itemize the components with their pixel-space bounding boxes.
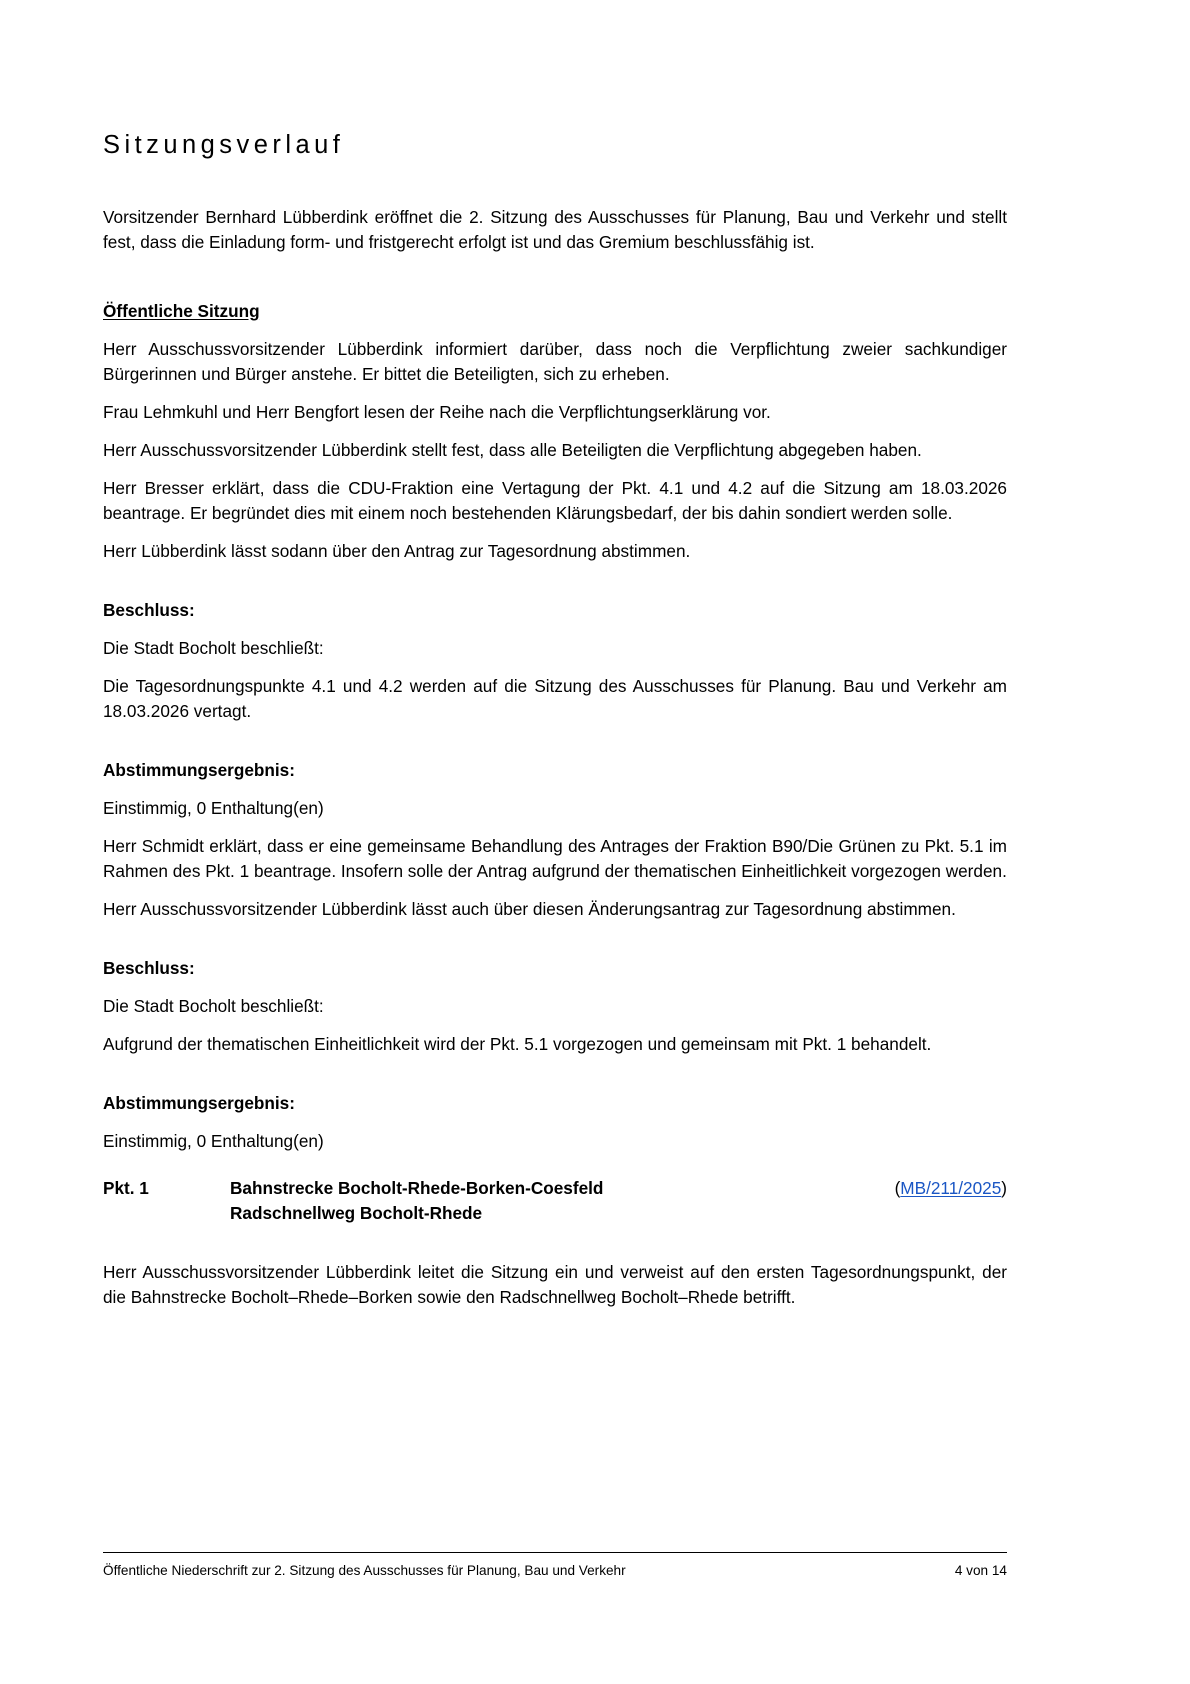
- intro-paragraph: Vorsitzender Bernhard Lübberdink eröffnet die 2. Sitzung des Ausschusses für Planung, Bau und Verkehr und stellt fest, dass die Einladung form- und fristgerecht erfolgt ist und das Gremium beschlussfähig ist.: [103, 206, 1007, 252]
- decision-1-heading: Beschluss:: [103, 599, 195, 620]
- page-footer: [103, 1552, 1007, 1580]
- public-session-paragraph-4: Herr Bresser erklärt, dass die CDU-Fraktion eine Vertagung der Pkt. 4.1 und 4.2 auf die Sitzung am 18.03.2026 beantrage. Er begründet dies mit einem noch bestehenden Klärungsbedarf, der bis dahin sondiert werden solle.: [103, 477, 1007, 523]
- vote-1-heading: Abstimmungsergebnis:: [103, 759, 295, 780]
- decision-1-body: Die Tagesordnungspunkte 4.1 und 4.2 werden auf die Sitzung des Ausschusses für Planung. Bau und Verkehr am 18.03.2026 vertagt.: [103, 675, 1007, 721]
- agenda-reference-link[interactable]: MB/211/2025: [900, 1177, 1002, 1198]
- agenda-item-number: Pkt. 1: [103, 1177, 149, 1198]
- decision-2-body: Aufgrund der thematischen Einheitlichkeit wird der Pkt. 5.1 vorgezogen und gemeinsam mit Pkt. 1 behandelt.: [103, 1033, 932, 1054]
- agenda-item-body: Herr Ausschussvorsitzender Lübberdink leitet die Sitzung ein und verweist auf den ersten Tagesordnungspunkt, der die Bahnstrecke Bocholt–Rhede–Borken sowie den Radschnellweg Bocholt–Rhede betrifft.: [103, 1261, 1007, 1307]
- vote-1-followup-2: Herr Ausschussvorsitzender Lübberdink lässt auch über diesen Änderungsantrag zur Tagesordnung abstimmen.: [103, 898, 956, 919]
- public-session-heading: Öffentliche Sitzung: [103, 300, 260, 321]
- public-session-paragraph-3: Herr Ausschussvorsitzender Lübberdink stellt fest, dass alle Beteiligten die Verpflichtung abgegeben haben.: [103, 439, 922, 460]
- page-title: Sitzungsverlauf: [103, 131, 345, 159]
- decision-1-intro: Die Stadt Bocholt beschließt:: [103, 637, 324, 658]
- footer-row: [103, 1562, 1007, 1580]
- vote-1-result: Einstimmig, 0 Enthaltung(en): [103, 797, 324, 818]
- footer-document-title: Öffentliche Niederschrift zur 2. Sitzung des Ausschusses für Planung, Bau und Verkehr: [103, 1562, 626, 1578]
- agenda-item-title: [230, 1176, 895, 1226]
- decision-2-intro: Die Stadt Bocholt beschließt:: [103, 995, 324, 1016]
- vote-2-result: Einstimmig, 0 Enthaltung(en): [103, 1130, 324, 1151]
- agenda-item-title-line-2: Radschnellweg Bocholt-Rhede: [230, 1202, 483, 1223]
- public-session-paragraph-2: Frau Lehmkuhl und Herr Bengfort lesen der Reihe nach die Verpflichtungserklärung vor.: [103, 401, 771, 422]
- page-content: [103, 0, 1007, 1310]
- reference-close-paren: ): [1001, 1177, 1007, 1198]
- agenda-item-title-line-1: Bahnstrecke Bocholt-Rhede-Borken-Coesfeld: [230, 1177, 604, 1198]
- vote-2-heading: Abstimmungsergebnis:: [103, 1092, 295, 1113]
- reference-open-paren: (: [894, 1177, 901, 1198]
- footer-divider: [103, 1552, 1007, 1553]
- public-session-paragraph-1: Herr Ausschussvorsitzender Lübberdink informiert darüber, dass noch die Verpflichtung zweier sachkundiger Bürgerinnen und Bürger anstehe. Er bittet die Beteiligten, sich zu erheben.: [103, 338, 1007, 384]
- vote-1-followup-1: Herr Schmidt erklärt, dass er eine gemeinsame Behandlung des Antrages der Fraktion B90/Die Grünen zu Pkt. 5.1 im Rahmen des Pkt. 1 beantrage. Insofern solle der Antrag aufgrund der thematischen Einheitlichkeit vorgezogen werden.: [103, 835, 1007, 881]
- decision-2-heading: Beschluss:: [103, 957, 195, 978]
- public-session-paragraph-5: Herr Lübberdink lässt sodann über den Antrag zur Tagesordnung abstimmen.: [103, 540, 691, 561]
- agenda-item-reference: [895, 1176, 1007, 1201]
- agenda-item-row: [103, 1176, 1007, 1226]
- footer-page-number: 4 von 14: [954, 1562, 1007, 1578]
